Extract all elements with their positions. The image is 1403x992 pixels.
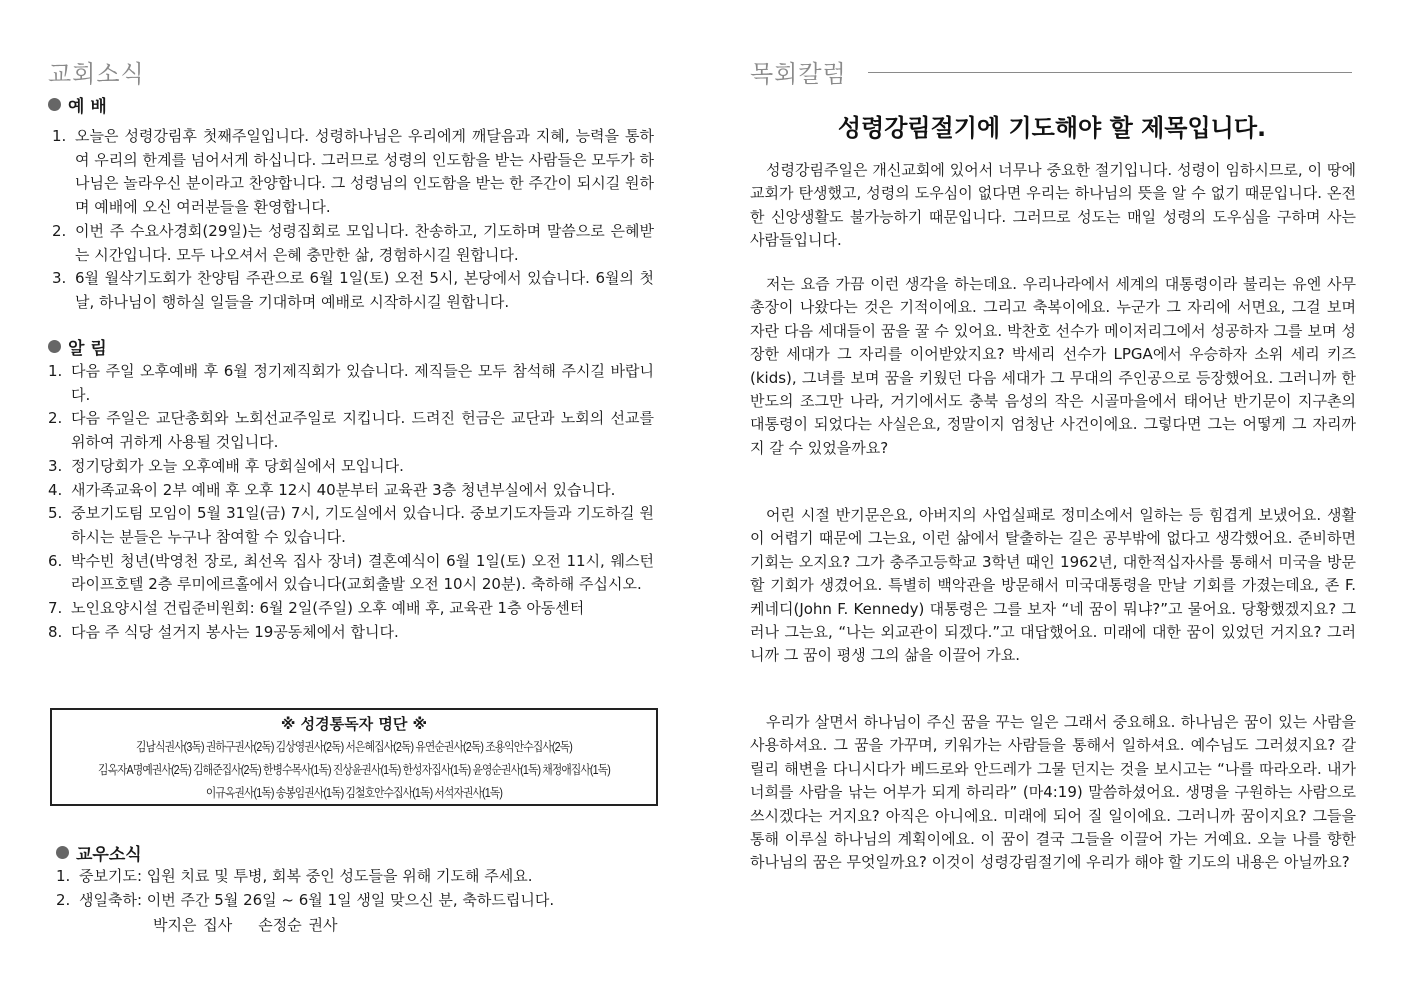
list-item: 3. 정기당회가 오늘 오후예배 후 당회실에서 모입니다. bbox=[48, 456, 404, 475]
bullet-dot-icon bbox=[48, 98, 61, 111]
list-item: 5. 중보기도팀 모임이 5월 31일(금) 7시, 기도실에서 있습니다. 중보기도자들과 기도하길 원하시는 분들은 누구나 참여할 수 있습니다. bbox=[48, 504, 654, 546]
worship-heading bbox=[48, 92, 107, 117]
birthday-people bbox=[153, 914, 363, 935]
notice-list bbox=[48, 360, 654, 644]
birthday-person: 박지은 집사 bbox=[153, 916, 233, 934]
list-item: 2. 다음 주일은 교단총회와 노회선교주일로 지킵니다. 드려진 헌금은 교단과 노회의 선교를 위하여 귀하게 사용될 것입니다. bbox=[48, 409, 654, 452]
bullet-dot-icon bbox=[56, 846, 69, 859]
list-item: 2. 생일축하: 이번 주간 5월 26일 ~ 6월 1일 생일 맞으신 분, 축하드립니다. bbox=[56, 890, 555, 909]
list-item: 6. 박수빈 청년(박영천 장로, 최선옥 집사 장녀) 결혼예식이 6월 1일(토) 오전 11시, 웨스턴라이프호텔 2층 루미에르홀에서 있습니다(교회출발 오전 10시 20분). 축하해 주십시오. bbox=[48, 551, 654, 594]
bullet-dot-icon bbox=[48, 340, 61, 353]
members-heading bbox=[56, 840, 142, 865]
bible-box-title: ※ 성경통독자 명단 ※ bbox=[280, 715, 428, 733]
list-item: 8. 다음 주 식당 설거지 봉사는 19공동체에서 합니다. bbox=[48, 622, 399, 641]
list-item: 3. 6월 월삭기도회가 찬양팀 주관으로 6월 1일(토) 오전 5시, 본당에서 있습니다. 6월의 첫날, 하나님이 행하실 일들을 기대하며 예배로 시작하시길 원합니다. bbox=[52, 269, 654, 311]
bible-box-line: 김남식권사(3독) 권하구권사(2독) 김상영권사(2독) 서은혜집사(2독) 유연순권사(2독) 조용익안수집사(2독) bbox=[136, 740, 572, 754]
members-list bbox=[56, 865, 656, 912]
list-item: 2. 이번 주 수요사경회(29일)는 성령집회로 모입니다. 찬송하고, 기도하며 말씀으로 은혜받는 시간입니다. 모두 나오셔서 은혜 충만한 삶, 경험하시길 원합니다. bbox=[52, 221, 654, 264]
notice-heading bbox=[48, 334, 107, 359]
bible-box-line: 이규옥권사(1독) 송봉임권사(1독) 김철호안수집사(1독) 서석자권사(1독) bbox=[205, 786, 503, 800]
left-section-title: 교회소식 bbox=[48, 60, 145, 88]
list-item: 1. 오늘은 성령강림후 첫째주일입니다. 성령하나님은 우리에게 깨달음과 지혜, 능력을 통하여 우리의 한계를 넘어서게 하십니다. 그러므로 성령의 인도함을 받는 사람들은 모두가 하나님은 놀라우신 분이라고 찬양합니다. 그 성령님의 인도함을 받는 한 주간이 되시길 원하며 예배에 오신 여러분들을 환영합니다. bbox=[52, 127, 654, 217]
column-paragraph: 어린 시절 반기문은요, 아버지의 사업실패로 정미소에서 일하는 등 힘겹게 보냈어요. 생활이 어렵기 때문에 그는요, 이런 삶에서 탈출하는 길은 공부밖에 없다고 생각했어요. 준비하면 기회는 오지요? 그가 충주고등학교 3학년 때인 1962년, 대한적십자사를 통해서 미국을 방문할 기회가 생겼어요. 특별히 백악관을 방문해서 미국대통령을 만날 기회를 가졌는데요, 존 F. 케네디(John F. Kennedy) 대통령은 그를 보자 “네 꿈이 뭐냐?”고 물어요. 당황했겠지요? 그러나 그는요, “나는 외교관이 되겠다.”고 대답했어요. 미래에 대한 꿈이 있었던 거지요? 그러니까 그 꿈이 평생 그의 삶을 이끌어 가요. bbox=[750, 506, 1356, 665]
list-item: 1. 다음 주일 오후예배 후 6월 정기제직회가 있습니다. 제직들은 모두 참석해 주시길 바랍니다. bbox=[48, 362, 654, 404]
column-title: 성령강림절기에 기도해야 할 제목입니다. bbox=[837, 114, 1267, 142]
list-item: 4. 새가족교육이 2부 예배 후 오후 12시 40분부터 교육관 3층 청년부실에서 있습니다. bbox=[48, 480, 616, 499]
right-section-title: 목회칼럼 bbox=[750, 60, 847, 88]
worship-heading-label: 예 배 bbox=[68, 97, 107, 117]
list-item: 7. 노인요양시설 건립준비원회: 6월 2일(주일) 오후 예배 후, 교육관 1층 아동센터 bbox=[48, 599, 585, 618]
members-heading-label: 교우소식 bbox=[76, 845, 142, 865]
column-paragraph: 성령강림주일은 개신교회에 있어서 너무나 중요한 절기입니다. 성령이 임하시므로, 이 땅에 교회가 탄생했고, 성령의 도우심이 없다면 우리는 하나님의 뜻을 알 수 없기 때문입니다. 온전한 신앙생활도 불가능하기 때문입니다. 그러므로 성도는 매일 성령의 도우심을 구하며 사는 사람들입니다. bbox=[750, 161, 1356, 250]
column-paragraph: 저는 요즘 가끔 이런 생각을 하는데요. 우리나라에서 세계의 대통령이라 불리는 유엔 사무총장이 나왔다는 것은 기적이에요. 그리고 축복이에요. 누군가 그 자리에 서면요, 그걸 보며 자란 다음 세대들이 꿈을 꿀 수 있어요. 박찬호 선수가 메이저리그에서 성공하자 그를 보며 성장한 세대가 그 자리를 이어받았지요? 박세리 선수가 LPGA에서 우승하자 소위 세리 키즈(kids), 그녀를 보며 꿈을 키웠던 다음 세대가 그 무대의 주인공으로 등장했어요. 그러니까 한반도의 조그만 나라, 거기에서도 충북 음성의 작은 시골마을에서 태어난 반기문이 지구촌의 대통령이 되었다는 사실은요, 정말이지 엄청난 사건이에요. 그렇다면 그는 어떻게 그 자리까지 갈 수 있었을까요? bbox=[750, 275, 1356, 457]
column-paragraph: 우리가 살면서 하나님이 주신 꿈을 꾸는 일은 그래서 중요해요. 하나님은 꿈이 있는 사람을 사용하셔요. 그 꿈을 가꾸며, 키워가는 사람들을 통해서 일하셔요. 예수님도 그러셨지요? 갈릴리 해변을 다니시다가 베드로와 안드레가 그물 던지는 것을 보시고는 “나를 따라오라. 내가 너희를 사람을 낚는 어부가 되게 하리라” (마4:19) 말씀하셨어요. 생명을 구원하는 사람으로 쓰시겠다는 거지요? 아직은 아니에요. 미래에 되어 질 일이에요. 그러니까 꿈이지요? 그들을 통해 이루실 하나님의 계획이에요. 이 꿈이 결국 그들을 이끌어 가는 거예요. 오늘 나를 향한 하나님의 꿈은 무엇일까요? 이것이 성령강림절기에 우리가 해야 할 기도의 내용은 아닐까요? bbox=[750, 713, 1356, 872]
worship-list bbox=[52, 125, 654, 315]
bible-box-line: 김옥자A명예권사(2독) 김해준집사(2독) 한병수목사(1독) 진상윤권사(1독) 한성자집사(1독) 윤영순권사(1독) 채정애집사(1독) bbox=[97, 763, 611, 777]
section-divider bbox=[868, 72, 1352, 73]
notice-heading-label: 알 림 bbox=[68, 339, 107, 359]
bible-reading-box bbox=[50, 708, 658, 806]
list-item: 1. 중보기도: 입원 치료 및 투병, 회복 중인 성도들을 위해 기도해 주세요. bbox=[56, 867, 533, 885]
birthday-person: 손정순 권사 bbox=[258, 916, 338, 934]
